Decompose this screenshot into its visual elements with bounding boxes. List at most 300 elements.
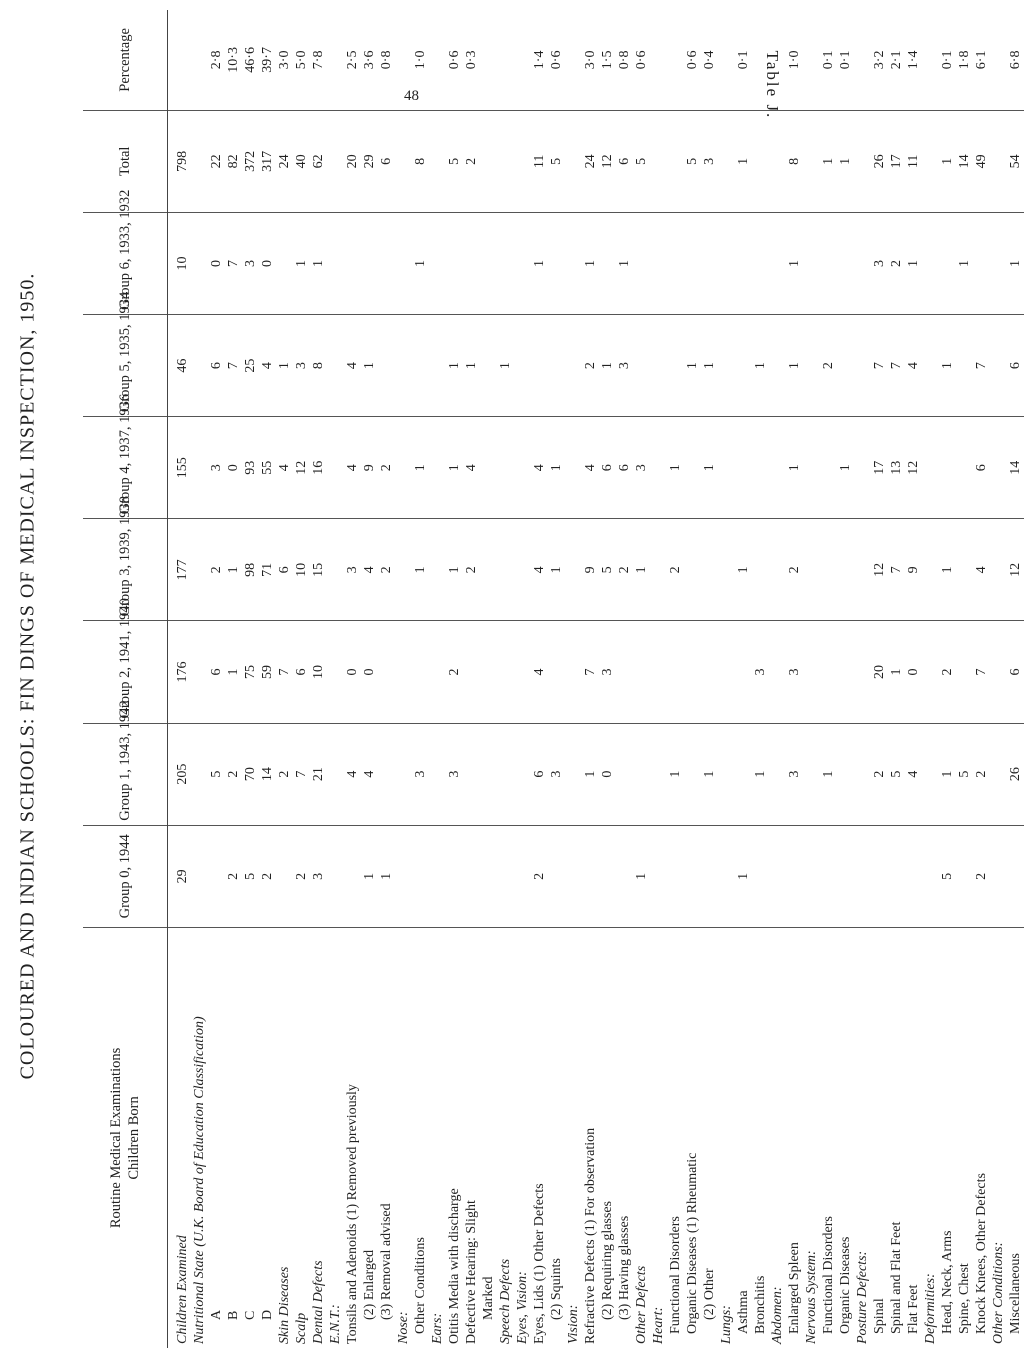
table-cell	[395, 212, 412, 314]
table-cell	[803, 519, 820, 621]
table-cell: 2·8	[208, 10, 225, 110]
table-cell: 5	[208, 723, 225, 825]
table-cell	[565, 315, 582, 417]
table-cell	[939, 212, 956, 314]
table-cell: 4	[905, 315, 922, 417]
table-label-text: Table J.	[762, 50, 782, 120]
table-cell	[429, 110, 446, 212]
table-cell: 1	[531, 212, 548, 314]
table-cell	[854, 315, 871, 417]
table-cell: 1	[548, 417, 565, 519]
table-cell: 24	[276, 110, 293, 212]
table-cell: 70	[242, 723, 259, 825]
table-cell: 2·1	[888, 10, 905, 110]
table-row	[293, 10, 310, 1348]
table-cell	[735, 212, 752, 314]
table-cell: 1	[412, 212, 429, 314]
table-cell: 2	[463, 519, 480, 621]
table-row	[837, 10, 854, 1348]
table-cell	[429, 519, 446, 621]
table-cell	[565, 723, 582, 825]
table-cell	[514, 110, 531, 212]
header-examinations-title: Routine Medical Examinations	[108, 1047, 124, 1229]
row-label: Spinal	[872, 1298, 887, 1334]
table-cell	[803, 315, 820, 417]
table-cell	[327, 825, 344, 927]
row-label: A	[209, 1309, 224, 1320]
table-cell	[769, 417, 786, 519]
table-cell: 3·0	[582, 10, 599, 110]
table-cell	[395, 723, 412, 825]
header-children-born: Children Born	[126, 1096, 142, 1180]
table-cell	[667, 621, 684, 723]
table-cell	[497, 519, 514, 621]
table-cell	[990, 417, 1007, 519]
table-cell: 12	[599, 110, 616, 212]
table-cell	[820, 212, 837, 314]
table-cell: 1·0	[412, 10, 429, 110]
table-cell	[752, 212, 769, 314]
row-label: (3) Having glasses	[617, 1215, 632, 1320]
table-row	[922, 10, 939, 1348]
table-cell: 176	[168, 621, 192, 723]
table-cell	[854, 519, 871, 621]
table-row	[616, 10, 633, 1348]
table-cell	[327, 315, 344, 417]
table-cell: 0	[225, 417, 242, 519]
row-label: Tonsils and Adenoids (1) Removed previously	[345, 1084, 360, 1344]
table-cell	[616, 621, 633, 723]
table-cell	[616, 723, 633, 825]
table-row	[310, 10, 327, 1348]
table-cell: 17	[888, 110, 905, 212]
table-cell: 6·8	[1007, 10, 1024, 110]
row-label: Knock Knees, Other Defects	[974, 1173, 989, 1334]
row-label: Dental Defects	[311, 1260, 326, 1344]
table-cell	[667, 315, 684, 417]
table-cell: 1	[599, 315, 616, 417]
table-cell	[854, 110, 871, 212]
header-percentage: Percentage	[83, 10, 168, 110]
table-cell: 5	[548, 110, 565, 212]
table-cell	[191, 110, 208, 212]
table-cell: 4	[276, 417, 293, 519]
table-row	[905, 10, 922, 1348]
table-cell: 3·0	[276, 10, 293, 110]
table-cell: 0·6	[633, 10, 650, 110]
table-cell	[497, 723, 514, 825]
table-cell: 1	[786, 417, 803, 519]
table-cell: 7	[973, 621, 990, 723]
row-label: Nose:	[396, 1311, 411, 1344]
header-group-5: Group 5, 1935, 1934	[83, 315, 168, 417]
table-cell	[412, 825, 429, 927]
table-cell	[735, 621, 752, 723]
table-cell	[735, 315, 752, 417]
table-cell: 3	[599, 621, 616, 723]
header-total: Total	[83, 110, 168, 212]
table-cell	[684, 825, 701, 927]
table-cell	[718, 212, 735, 314]
table-cell: 1	[684, 315, 701, 417]
table-cell	[378, 315, 395, 417]
table-cell: 1	[582, 212, 599, 314]
table-cell: 1	[582, 723, 599, 825]
table-cell	[701, 212, 718, 314]
table-cell: 98	[242, 519, 259, 621]
table-cell: 2	[463, 110, 480, 212]
row-label: Nutritional State (U.K. Board of Education Classification)	[192, 1016, 207, 1344]
table-cell	[650, 10, 667, 110]
table-cell: 7	[225, 315, 242, 417]
table-row	[650, 10, 667, 1348]
row-label: Asthma	[736, 1290, 751, 1334]
table-cell: 0·8	[378, 10, 395, 110]
table-cell	[752, 519, 769, 621]
table-cell	[344, 212, 361, 314]
table-cell: 1	[905, 212, 922, 314]
table-cell: 177	[168, 519, 192, 621]
table-row	[429, 10, 446, 1348]
table-cell	[633, 621, 650, 723]
table-cell: 1	[752, 723, 769, 825]
side-title-text: COLOURED AND INDIAN SCHOOLS: FIN DINGS OF MEDICAL INSPECTION, 1950.	[16, 272, 39, 1079]
table-cell	[922, 417, 939, 519]
table-cell: 12	[871, 519, 888, 621]
table-row	[888, 10, 905, 1348]
header-examinations	[83, 927, 168, 1348]
table-cell	[820, 621, 837, 723]
table-cell: 6	[293, 621, 310, 723]
table-cell	[599, 825, 616, 927]
table-cell: 1·0	[786, 10, 803, 110]
table-cell	[412, 621, 429, 723]
table-cell	[463, 723, 480, 825]
table-cell	[565, 110, 582, 212]
table-cell: 3	[310, 825, 327, 927]
table-cell: 46·6	[242, 10, 259, 110]
row-label: Head, Neck, Arms	[940, 1230, 955, 1334]
table-cell: 22	[208, 110, 225, 212]
table-cell	[378, 212, 395, 314]
table-cell: 1	[667, 723, 684, 825]
table-cell	[327, 110, 344, 212]
row-label: Organic Diseases	[838, 1236, 853, 1334]
table-row	[871, 10, 888, 1348]
table-cell	[803, 621, 820, 723]
table-cell: 6	[531, 723, 548, 825]
table-cell: 24	[582, 110, 599, 212]
table-cell: 3	[701, 110, 718, 212]
table-cell	[168, 10, 192, 110]
table-cell: 2	[616, 519, 633, 621]
table-cell: 7·8	[310, 10, 327, 110]
table-cell	[514, 621, 531, 723]
table-cell: 14	[259, 723, 276, 825]
table-cell: 5·0	[293, 10, 310, 110]
table-cell: 1·8	[956, 10, 973, 110]
table-cell: 1	[412, 417, 429, 519]
table-cell	[191, 315, 208, 417]
table-cell: 1	[412, 519, 429, 621]
table-cell: 2·5	[344, 10, 361, 110]
table-cell: 3	[293, 315, 310, 417]
table-cell	[718, 825, 735, 927]
row-label: Otitis Media with discharge	[447, 1188, 462, 1344]
table-cell: 1	[361, 825, 378, 927]
table-cell	[769, 621, 786, 723]
table-cell	[837, 212, 854, 314]
table-row	[242, 10, 259, 1348]
table-cell	[803, 825, 820, 927]
table-cell	[956, 417, 973, 519]
header-group-2: Group 2, 1941, 1940	[83, 621, 168, 723]
table-cell	[548, 315, 565, 417]
row-label: Bronchitis	[753, 1275, 768, 1334]
table-cell: 1	[939, 723, 956, 825]
table-cell	[633, 212, 650, 314]
table-cell	[769, 212, 786, 314]
table-cell: 4	[531, 621, 548, 723]
table-cell	[684, 621, 701, 723]
table-cell: 25	[242, 315, 259, 417]
table-cell	[412, 315, 429, 417]
table-cell	[650, 110, 667, 212]
table-cell	[650, 417, 667, 519]
table-cell	[752, 825, 769, 927]
table-cell: 1·4	[531, 10, 548, 110]
table-cell: 9	[582, 519, 599, 621]
row-label: Eyes, Lids (1) Other Defects	[532, 1183, 547, 1344]
table-row	[701, 10, 718, 1348]
table-cell	[803, 723, 820, 825]
table-cell	[752, 10, 769, 110]
table-cell	[514, 417, 531, 519]
table-cell	[922, 723, 939, 825]
row-label: Speech Defects	[498, 1258, 513, 1344]
table-cell: 7	[582, 621, 599, 723]
row-label: (3) Removal advised	[379, 1203, 394, 1320]
table-cell: 7	[888, 315, 905, 417]
table-cell	[480, 417, 497, 519]
table-cell	[854, 825, 871, 927]
table-cell: 1	[463, 315, 480, 417]
table-cell: 26	[1007, 723, 1024, 825]
table-cell	[990, 825, 1007, 927]
table-cell: 2	[276, 723, 293, 825]
table-cell	[480, 110, 497, 212]
table-row	[1007, 10, 1024, 1348]
row-label: B	[226, 1310, 241, 1320]
table-cell: 12	[905, 417, 922, 519]
table-cell: 40	[293, 110, 310, 212]
table-cell	[854, 417, 871, 519]
table-cell	[956, 519, 973, 621]
table-cell	[327, 621, 344, 723]
table-cell: 16	[310, 417, 327, 519]
table-cell	[854, 10, 871, 110]
table-cell: 1	[446, 519, 463, 621]
table-row	[191, 10, 208, 1348]
row-label: Vision:	[566, 1304, 581, 1344]
table-cell: 2	[446, 621, 463, 723]
row-label: Other Conditions	[413, 1237, 428, 1334]
table-cell: 3	[242, 212, 259, 314]
table-cell	[497, 212, 514, 314]
table-row	[956, 10, 973, 1348]
table-cell: 14	[1007, 417, 1024, 519]
table-cell	[191, 621, 208, 723]
table-cell	[922, 621, 939, 723]
table-cell	[990, 519, 1007, 621]
header-group-0: Group 0, 1944	[83, 825, 168, 927]
table-cell: 21	[310, 723, 327, 825]
table-cell	[514, 519, 531, 621]
table-cell	[395, 621, 412, 723]
table-cell	[854, 212, 871, 314]
table-cell	[429, 825, 446, 927]
table-cell	[446, 825, 463, 927]
table-cell: 46	[168, 315, 192, 417]
table-cell: 0·1	[820, 10, 837, 110]
table-cell	[565, 212, 582, 314]
table-cell	[650, 723, 667, 825]
table-cell: 12	[1007, 519, 1024, 621]
table-cell: 205	[168, 723, 192, 825]
table-cell: 0·1	[735, 10, 752, 110]
table-cell: 2	[378, 519, 395, 621]
table-cell: 1	[633, 825, 650, 927]
table-cell: 2	[820, 315, 837, 417]
table-row	[939, 10, 956, 1348]
table-cell: 3·2	[871, 10, 888, 110]
row-label: Heart:	[651, 1306, 666, 1344]
table-cell	[990, 621, 1007, 723]
row-label: (2) Squints	[549, 1258, 564, 1320]
table-cell: 11	[905, 110, 922, 212]
table-cell: 7	[888, 519, 905, 621]
row-label: Other Defects	[634, 1265, 649, 1344]
table-cell: 82	[225, 110, 242, 212]
table-row	[973, 10, 990, 1348]
table-cell	[480, 723, 497, 825]
table-cell: 0	[259, 212, 276, 314]
table-cell: 3	[446, 723, 463, 825]
table-cell	[395, 110, 412, 212]
table-cell	[990, 315, 1007, 417]
header-group-1: Group 1, 1943, 1942	[83, 723, 168, 825]
table-cell: 29	[168, 825, 192, 927]
table-cell: 1	[225, 621, 242, 723]
table-cell	[429, 10, 446, 110]
table-cell: 1	[548, 519, 565, 621]
table-cell	[701, 621, 718, 723]
table-cell	[718, 519, 735, 621]
table-cell: 6	[616, 110, 633, 212]
table-row	[225, 10, 242, 1348]
table-cell: 8	[412, 110, 429, 212]
table-cell	[786, 825, 803, 927]
table-cell: 55	[259, 417, 276, 519]
row-label: E.N.T.:	[328, 1304, 343, 1344]
table-cell	[446, 212, 463, 314]
row-label: (2) Other	[702, 1268, 717, 1320]
table-cell: 6	[616, 417, 633, 519]
table-cell: 0·6	[548, 10, 565, 110]
table-cell: 2	[293, 825, 310, 927]
table-cell: 13	[888, 417, 905, 519]
table-cell: 4	[344, 315, 361, 417]
table-cell: 14	[956, 110, 973, 212]
table-cell	[429, 315, 446, 417]
table-cell: 49	[973, 110, 990, 212]
table-cell: 6	[1007, 621, 1024, 723]
table-cell: 2	[786, 519, 803, 621]
table-cell	[650, 212, 667, 314]
table-cell: 93	[242, 417, 259, 519]
table-cell	[276, 212, 293, 314]
page-number: 48	[404, 88, 419, 104]
table-cell	[191, 825, 208, 927]
table-cell: 1·5	[599, 10, 616, 110]
table-cell	[701, 519, 718, 621]
row-label: Nervous System:	[804, 1250, 819, 1344]
table-cell: 6	[378, 110, 395, 212]
table-cell: 0·8	[616, 10, 633, 110]
table-cell: 1	[735, 519, 752, 621]
table-cell	[633, 315, 650, 417]
table-cell: 6	[973, 417, 990, 519]
table-cell	[395, 825, 412, 927]
table-cell	[514, 723, 531, 825]
header-group-6: Group 6, 1933, 1932	[83, 212, 168, 314]
row-label: Lungs:	[719, 1305, 734, 1344]
header-row	[83, 10, 168, 1348]
table-cell: 0	[905, 621, 922, 723]
row-label: (2) Enlarged	[362, 1249, 377, 1320]
table-cell	[463, 212, 480, 314]
table-cell	[531, 315, 548, 417]
table-cell: 4	[463, 417, 480, 519]
table-cell: 4	[582, 417, 599, 519]
table-cell: 155	[168, 417, 192, 519]
side-title	[0, 0, 56, 1351]
table-cell: 1	[310, 212, 327, 314]
table-cell	[769, 110, 786, 212]
row-label: Functional Disorders	[668, 1216, 683, 1334]
table-cell	[922, 10, 939, 110]
row-label: Refractive Defects (1) For observation	[583, 1127, 598, 1344]
table-cell: 7	[225, 212, 242, 314]
table-row	[531, 10, 548, 1348]
table-cell: 26	[871, 110, 888, 212]
row-label: Skin Diseases	[277, 1266, 292, 1344]
table-cell: 1	[633, 519, 650, 621]
table-row	[259, 10, 276, 1348]
table-cell: 3	[412, 723, 429, 825]
table-cell	[429, 212, 446, 314]
table-cell	[922, 110, 939, 212]
table-cell: 0	[208, 212, 225, 314]
table-cell: 6	[208, 621, 225, 723]
table-cell	[480, 825, 497, 927]
table-cell	[582, 825, 599, 927]
table-cell: 2	[973, 825, 990, 927]
table-cell	[837, 315, 854, 417]
table-cell	[701, 825, 718, 927]
table-cell: 1	[276, 315, 293, 417]
header-group-3: Group 3, 1939, 1938	[83, 519, 168, 621]
